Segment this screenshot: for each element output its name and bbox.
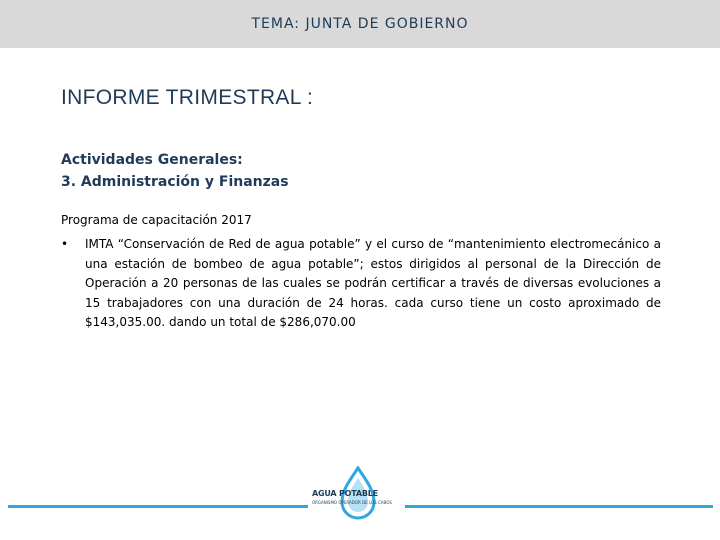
header-title: TEMA: JUNTA DE GOBIERNO — [251, 16, 469, 32]
section-heading-activities: Actividades Generales: — [61, 152, 243, 168]
logo-text-sub: ORGANISMO OPERADOR DE LOS CABOS — [312, 500, 392, 505]
report-title: INFORME TRIMESTRAL : — [61, 86, 314, 109]
header-bar — [0, 0, 720, 48]
footer-line-right — [405, 505, 713, 508]
bullet-item — [61, 235, 661, 333]
agua-potable-logo — [308, 466, 404, 528]
section-heading-finance: 3. Administración y Finanzas — [61, 174, 289, 190]
logo-text-main: AGUA POTABLE — [312, 489, 378, 498]
footer-line-left — [8, 505, 308, 508]
bullet-dot: • — [61, 237, 69, 251]
bullet-text: IMTA “Conservación de Red de agua potable” y el curso de “mantenimiento electromecánico a una estación de bombeo de agua potable”; estos dirigidos al personal de la Dirección de Operación a 20 personas de las cuales se podrán certificar a través de diversas evoluciones a 15 trabajadores con una duración de 24 horas. cada curso tiene un costo aproximado de $143,035.00. dando un total de $286,070.00 — [85, 237, 661, 329]
program-line: Programa de capacitación 2017 — [61, 213, 252, 227]
